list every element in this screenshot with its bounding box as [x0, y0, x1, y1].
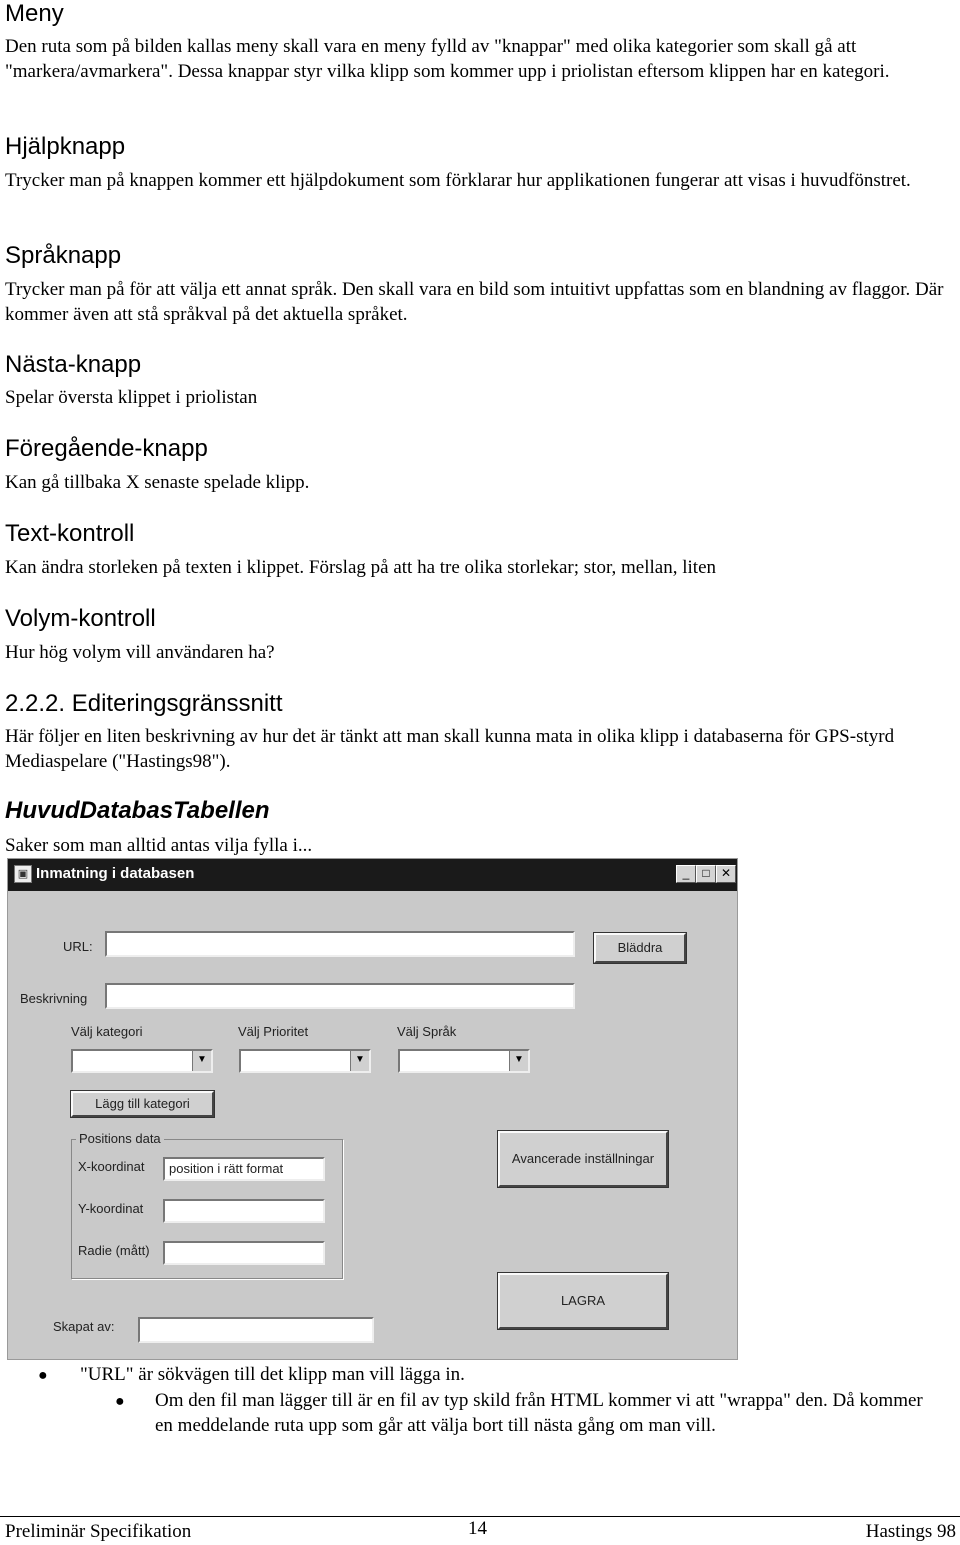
app-icon: ▣	[14, 865, 32, 883]
body-meny: Den ruta som på bilden kallas meny skall vara en meny fylld av "knappar" med olika kategorier som skall gå att "markera/avmarkera". Dessa knappar styr vilka klipp som kommer upp i priolistan eftersom klippen har en kategori.	[5, 36, 890, 82]
y-input[interactable]	[163, 1199, 325, 1223]
heading-meny: Meny	[5, 0, 64, 27]
x-input[interactable]: position i rätt format	[163, 1157, 325, 1181]
chevron-down-icon[interactable]: ▼	[350, 1051, 369, 1071]
body-text-kontroll: Kan ändra storleken på texten i klippet. Förslag på att ha tre olika storlekar; stor, mellan, liten	[5, 557, 716, 578]
advanced-settings-button[interactable]: Avancerade inställningar	[498, 1131, 668, 1187]
radius-label: Radie (mått)	[78, 1243, 150, 1258]
body-hjalpknapp: Trycker man på knappen kommer ett hjälpdokument som förklarar hur applikationen fungerar att visas i huvudfönstret.	[5, 170, 911, 191]
x-label: X-koordinat	[78, 1159, 145, 1174]
url-label: URL:	[63, 939, 93, 954]
save-button[interactable]: LAGRA	[498, 1273, 668, 1329]
add-category-button[interactable]: Lägg till kategori	[71, 1091, 214, 1117]
maximize-icon[interactable]: □	[696, 865, 716, 883]
priority-label: Välj Prioritet	[238, 1024, 309, 1039]
heading-huvuddatabastabellen: HuvudDatabasTabellen	[5, 797, 270, 824]
language-select[interactable]	[398, 1049, 530, 1073]
priority-select[interactable]	[239, 1049, 371, 1073]
footer-page-number: 14	[468, 1518, 487, 1539]
category-select[interactable]	[71, 1049, 213, 1073]
bullet-dot: ●	[38, 1367, 48, 1384]
sub-bullet-dot: ●	[115, 1393, 125, 1410]
language-label: Välj Språk	[397, 1024, 457, 1039]
heading-nasta-knapp: Nästa-knapp	[5, 351, 142, 378]
footer-left: Preliminär Specifikation	[5, 1521, 192, 1542]
body-volym-kontroll: Hur hög volym vill användaren ha?	[5, 642, 275, 663]
minimize-icon[interactable]: _	[676, 865, 696, 883]
description-label: Beskrivning	[20, 991, 88, 1006]
browse-button[interactable]: Bläddra	[594, 933, 686, 963]
dialog-screenshot	[7, 858, 738, 1360]
chevron-down-icon[interactable]: ▼	[509, 1051, 528, 1071]
close-icon[interactable]: ✕	[716, 865, 736, 883]
heading-hjalpknapp: Hjälpknapp	[5, 133, 126, 160]
bullet-wrap: Om den fil man lägger till är en fil av typ skild från HTML kommer vi att "wrappa" den. Då kommer en meddelande ruta upp som går att välja bort till nästa gång om man vill.	[155, 1390, 923, 1436]
heading-volym-kontroll: Volym-kontroll	[5, 605, 156, 632]
body-spraknapp: Trycker man på för att välja ett annat språk. Den skall vara en bild som intuitivt uppfattas som en blandning av flaggor. Där kommer även att stå språkval på det aktuella språket.	[5, 279, 944, 325]
created-by-label: Skapat av:	[53, 1319, 115, 1334]
radius-input[interactable]	[163, 1241, 325, 1265]
dialog-titlebar[interactable]	[8, 859, 737, 891]
category-label: Välj kategori	[71, 1024, 143, 1039]
dialog-title: Inmatning i databasen	[36, 865, 195, 882]
footer-right: Hastings 98	[865, 1521, 956, 1542]
table-intro: Saker som man alltid antas vilja fylla i...	[5, 835, 313, 856]
bullet-url: "URL" är sökvägen till det klipp man vill lägga in.	[80, 1364, 465, 1385]
heading-text-kontroll: Text-kontroll	[5, 520, 135, 547]
position-group-title: Positions data	[76, 1131, 164, 1146]
footer-divider	[0, 1516, 960, 1517]
description-input[interactable]	[105, 983, 575, 1009]
url-input[interactable]	[105, 931, 575, 957]
body-editeringsgranssnitt: Här följer en liten beskrivning av hur det är tänkt att man skall kunna mata in olika klipp i databaserna för GPS-styrd Mediaspelare ("Hastings98").	[5, 726, 895, 772]
y-label: Y-koordinat	[78, 1201, 144, 1216]
heading-spraknapp: Språknapp	[5, 242, 122, 269]
body-foregaende-knapp: Kan gå tillbaka X senaste spelade klipp.	[5, 472, 310, 493]
chevron-down-icon[interactable]: ▼	[192, 1051, 211, 1071]
heading-editeringsgranssnitt: 2.2.2. Editeringsgränssnitt	[5, 690, 283, 717]
heading-foregaende-knapp: Föregående-knapp	[5, 435, 208, 462]
created-by-input[interactable]	[138, 1317, 374, 1343]
body-nasta-knapp: Spelar översta klippet i priolistan	[5, 387, 258, 408]
